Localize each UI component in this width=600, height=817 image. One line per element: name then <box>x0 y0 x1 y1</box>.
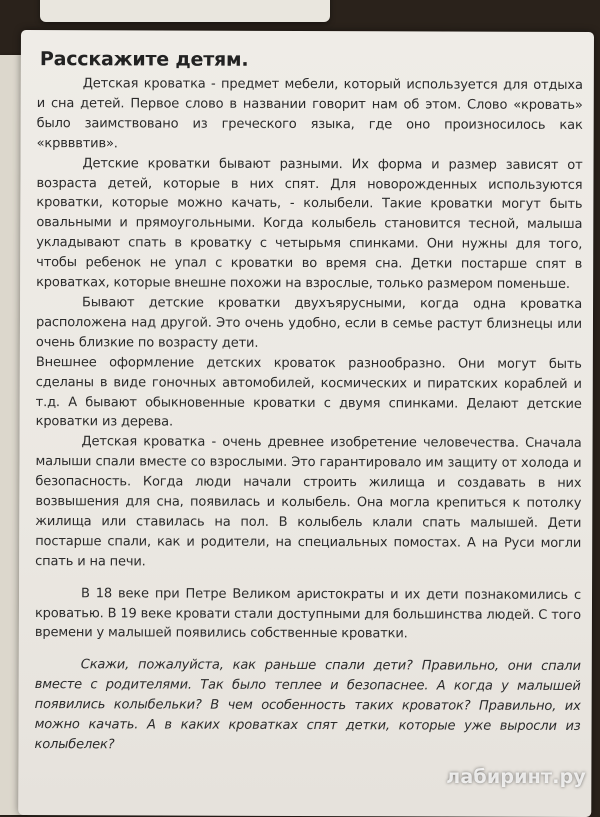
paragraph-types: Детские кроватки бывают разными. Их форма и размер зависят от возраста детей, которые в них спят. Для новорожденных используются кроватки, которые можно качать, - колыбели. Такие кроватки могут быть овальными и прямоугольными. Когда колыбель становится тесной, малыша укладывают спать в кроватку с четырьмя спинками. Они нужны для того, чтобы ребенок не упал с кроватки во время сна. Детки постарше спят в кроватках, которые внешне похожи на взрослые, только размером поменьше. <box>36 155 583 292</box>
text-card <box>18 30 594 817</box>
paragraph-design: Внешнее оформление детских кроваток разнообразно. Они могут быть сделаны в виде гоночных автомобилей, космических и пиратских кораблей и т.д. А бывают обыкновенные кроватки с двумя спинками. Делают детские кроватки из дерева. <box>35 354 582 430</box>
paragraph-intro: Детская кроватка - предмет мебели, который используется для отдыха и сна детей. Первое слово в названии говорит нам об этом. Слово «кровать» было заимствовано из греческого языка, где оно произносилось как «крвввтив». <box>36 76 583 152</box>
paragraph-history: Детская кроватка - очень древнее изобретение человечества. Сначала малыши спали вместе со взрослыми. Это гарантировало им защиту от холода и безопасность. Когда люди начали строить жилища и создавать в них возвышения для сна, появилась и колыбель. Она могла крепиться к потолку жилища или ставилась на пол. В колыбель клали спать малышей. Дети постарше спали, как и родители, на специальных помостах. А на Руси могли спать и на печи. <box>35 434 582 570</box>
paragraph-18-century: В 18 веке при Петре Великом аристократы и их дети познакомились с кроватью. В 19 веке кровати стали доступными для большинства людей. С того времени у малышей появились собственные кроватки. <box>34 585 582 642</box>
watermark-logo: лабиринт.ру <box>446 766 586 788</box>
paragraph-questions: Скажи, пожалуйста, как раньше спали дети? Правильно, они спали вместе с родителями. Так было теплее и безопаснее. А когда у малышей появились колыбельки? В чем особенность таких кроваток? Правильно, их можно качать. А в каких кроватках спят детки, которые уже выросли из колыбелек? <box>34 657 581 753</box>
paragraph-bunk-beds: Бывают детские кроватки двухъярусными, когда одна кроватка расположена над другой. Это очень удобно, если в семье растут близнецы или очень близкие по возрасту дети. <box>35 295 583 351</box>
card-heading: Расскажите детям. <box>39 48 249 71</box>
background-card-top <box>40 0 330 22</box>
card-content <box>34 47 582 757</box>
